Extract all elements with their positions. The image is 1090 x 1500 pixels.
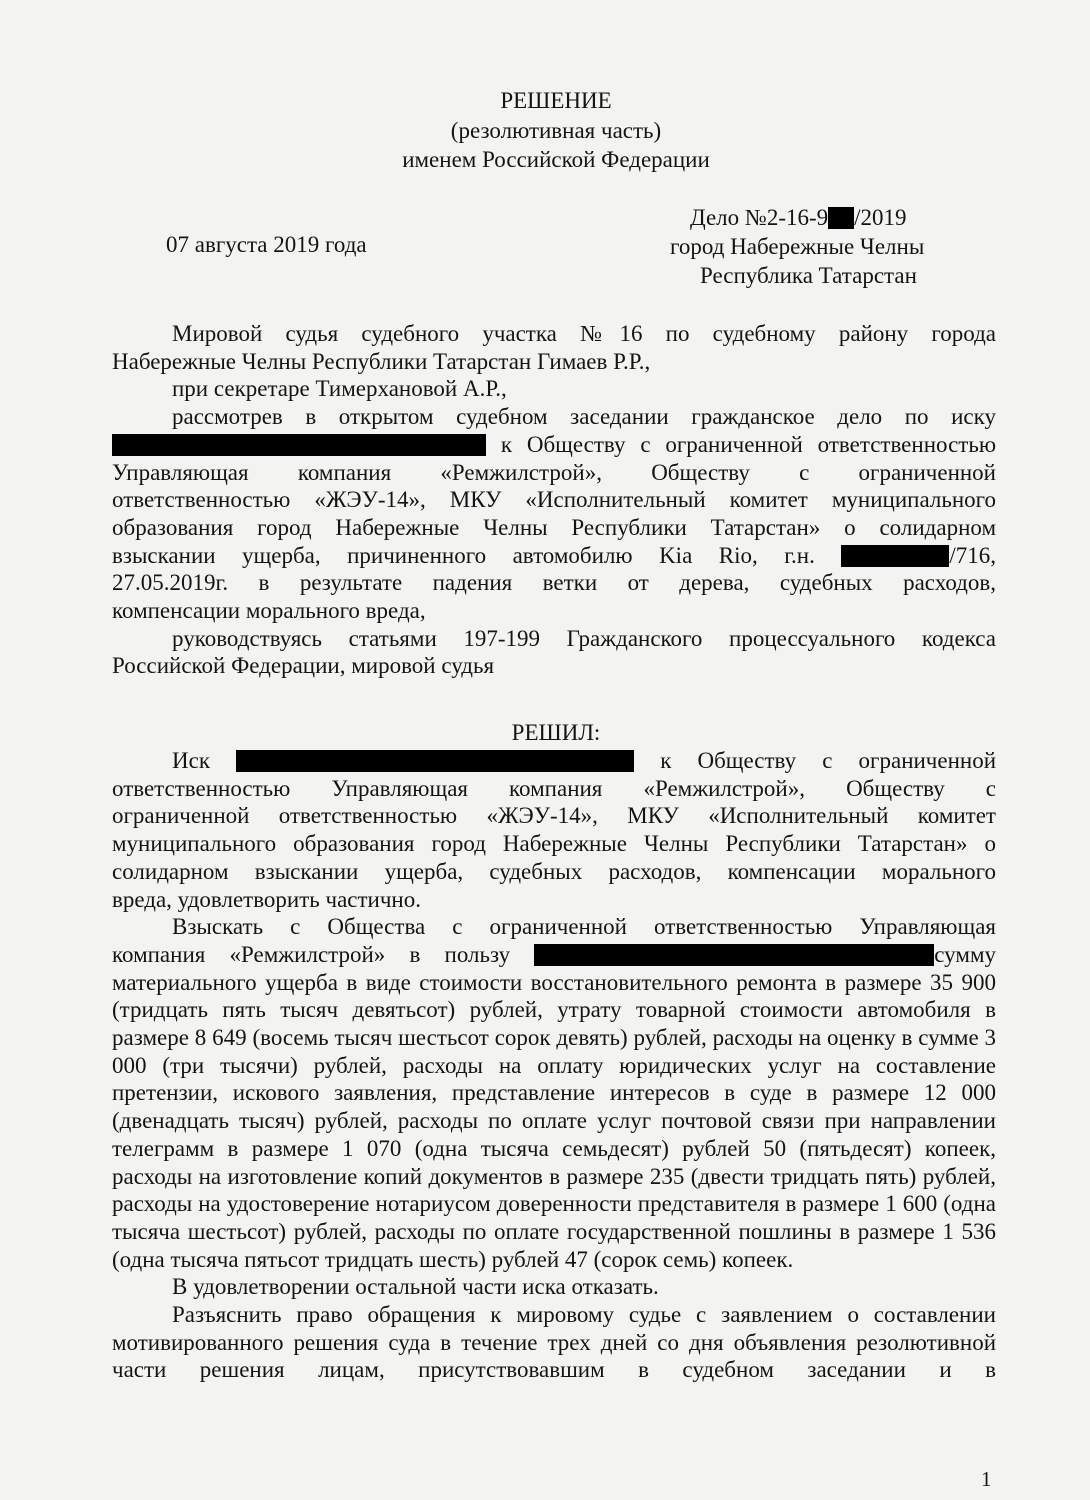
claim-line-6: вреда, удовлетворить частично. <box>112 886 421 912</box>
explain-paragraph: Разъяснить право обращения к мировому судье с заявлением о составлении мотивированного решения суда в течение трех дней со дня объявления резолютивной части решения лицам, присутствовавшим в судебном заседании и в <box>112 1302 996 1383</box>
republic: Республика Татарстан <box>700 263 917 288</box>
doc-authority: именем Российской Федерации <box>402 147 710 172</box>
recover-line-2: компания «Ремжилстрой» в пользу сумму <box>112 941 996 967</box>
review-line-8: компенсации морального вреда, <box>112 598 426 624</box>
review-line-4: ответственностью «ЖЭУ-14», МКУ «Исполнительный комитет муниципального <box>112 487 996 513</box>
redaction <box>534 944 934 966</box>
redaction <box>841 545 949 567</box>
decision-date: 07 августа 2019 года <box>166 232 367 257</box>
judge-line-2: Набережные Челны Республики Татарстан Гимаев Р.Р., <box>112 348 651 374</box>
claim-line-2: ответственностью Управляющая компания «Ремжилстрой», Обществу с <box>112 775 996 801</box>
claim-line-4: муниципального образования город Набережные Челны Республики Татарстан» о <box>112 831 996 857</box>
secretary-line: при секретаре Тимерхановой А.Р., <box>172 376 507 402</box>
city: город Набережные Челны <box>670 234 925 259</box>
decided-heading: РЕШИЛ: <box>511 720 601 745</box>
claim-line-1: Иск к Обществу с ограниченной <box>172 748 997 773</box>
review-line-7: 27.05.2019г. в результате падения ветки от дерева, судебных расходов, <box>112 570 996 596</box>
review-line-1: рассмотрев в открытом судебном заседании гражданское дело по иску <box>172 404 996 430</box>
doc-subtitle: (резолютивная часть) <box>450 118 662 143</box>
recover-line-1: Взыскать с Общества с ограниченной ответственностью Управляющая <box>172 914 996 940</box>
redaction <box>236 750 634 772</box>
doc-title: РЕШЕНИЕ <box>500 88 612 113</box>
judge-line-1: Мировой судья судебного участка №16 по судебному району города <box>172 321 996 346</box>
decision-section <box>112 747 996 1384</box>
redaction <box>828 207 854 229</box>
case-number: Дело №2-16-9 /2019 <box>690 205 907 230</box>
refuse-paragraph: В удовлетворении остальной части иска отказать. <box>172 1274 659 1300</box>
claim-line-5: солидарном взыскании ущерба, судебных расходов, компенсации морального <box>112 858 996 884</box>
intro-section <box>112 320 996 680</box>
review-line-5: образования город Набережные Челны Республики Татарстан» о солидарном <box>112 514 996 540</box>
guided-line-2: Российской Федерации, мировой судья <box>112 653 495 679</box>
review-line-6: взыскании ущерба, причиненного автомобилю Kia Rio, г.н. /716, <box>112 542 996 568</box>
review-line-2: к Обществу с ограниченной ответственностью <box>112 431 996 459</box>
guided-line-1: руководствуясь статьями 197-199 Гражданского процессуального кодекса <box>172 625 996 651</box>
redaction <box>112 434 486 456</box>
recover-paragraph: материального ущерба в виде стоимости восстановительного ремонта в размере 35 900 (тридцать пять тысяч девятьсот) рублей, утрату товарной стоимости автомобиля в размере 8 649 (восемь тысяч шестьсот сорок девять) рублей, расходы на оценку в сумме 3 000 (три тысячи) рублей, расходы на оплату юридических услуг на составление претензии, искового заявления, представление интересов в суде в размере 12 000 (двенадцать тысяч) рублей, расходы по оплате услуг почтовой связи при направлении телеграмм в размере 1 070 (одна тысяча семьдесят) рублей 50 (пятьдесят) копеек, расходы на изготовление копий документов в размере 235 (двести тридцать пять) рублей, расходы на удостоверение нотариусом доверенности представителя в размере 1 600 (одна тысяча шестьсот) рублей, расходы по оплате государственной пошлины в размере 1 536 (одна тысяча пятьсот тридцать шесть) рублей 47 (сорок семь) копеек. <box>112 969 996 1272</box>
claim-line-3: ограниченной ответственностью «ЖЭУ-14», МКУ «Исполнительный комитет <box>112 803 996 829</box>
page-number: 1 <box>981 1467 992 1491</box>
review-line-3: Управляющая компания «Ремжилстрой», Обществу с ограниченной <box>112 459 996 485</box>
